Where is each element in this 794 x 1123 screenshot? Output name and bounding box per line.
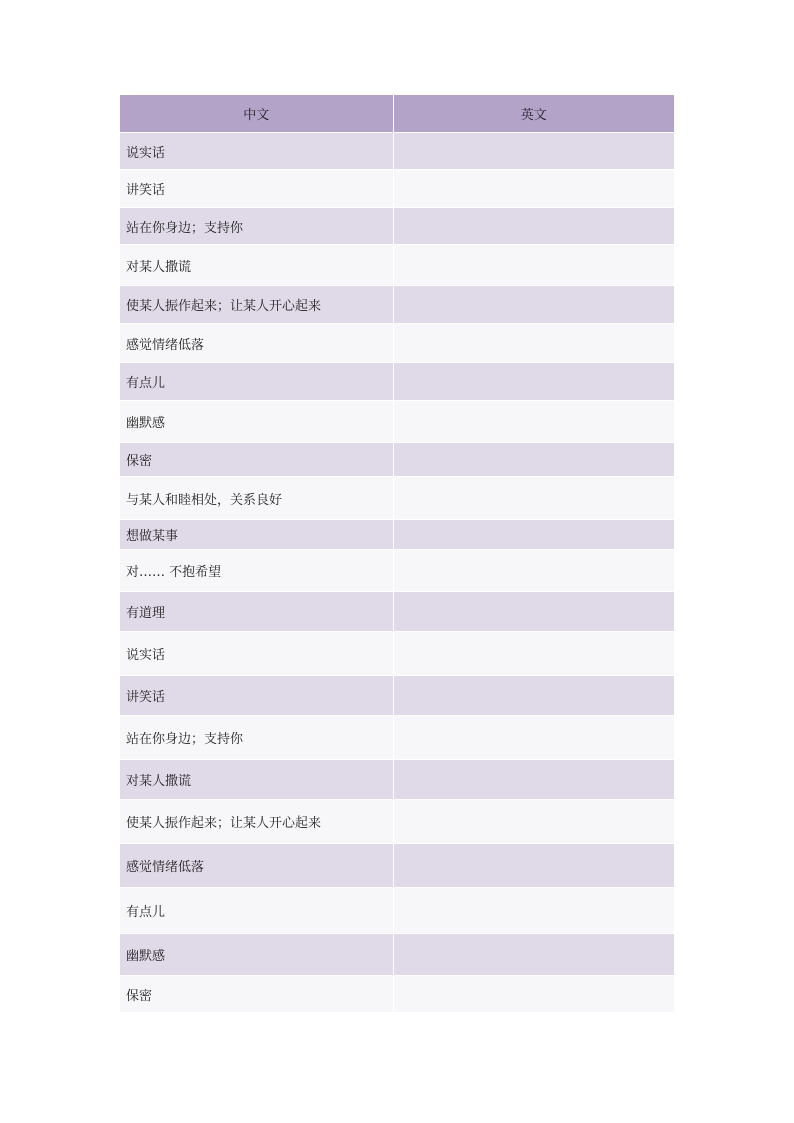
table-row xyxy=(120,286,674,324)
english-cell[interactable] xyxy=(393,401,674,443)
english-cell[interactable] xyxy=(393,934,674,976)
english-cell[interactable] xyxy=(393,245,674,286)
chinese-cell: 站在你身边；支持你 xyxy=(120,208,393,245)
chinese-cell: 讲笑话 xyxy=(120,676,393,716)
chinese-cell: 使某人振作起来；让某人开心起来 xyxy=(120,286,393,324)
english-cell[interactable] xyxy=(393,632,674,676)
table-row xyxy=(120,592,674,632)
chinese-cell: 使某人振作起来；让某人开心起来 xyxy=(120,800,393,844)
chinese-cell: 说实话 xyxy=(120,632,393,676)
english-cell[interactable] xyxy=(393,170,674,208)
english-cell[interactable] xyxy=(393,133,674,170)
header-english: 英文 xyxy=(393,95,674,133)
table-row xyxy=(120,401,674,443)
english-cell[interactable] xyxy=(393,286,674,324)
table-row xyxy=(120,976,674,1013)
chinese-cell: 感觉情绪低落 xyxy=(120,324,393,363)
chinese-cell: 保密 xyxy=(120,976,393,1013)
table-header-row xyxy=(120,95,674,133)
table-row xyxy=(120,245,674,286)
chinese-cell: 保密 xyxy=(120,443,393,477)
english-cell[interactable] xyxy=(393,550,674,592)
chinese-cell: 对某人撒谎 xyxy=(120,245,393,286)
chinese-cell: 对…… 不抱希望 xyxy=(120,550,393,592)
chinese-cell: 幽默感 xyxy=(120,934,393,976)
table-row xyxy=(120,800,674,844)
table-row xyxy=(120,716,674,760)
table-row xyxy=(120,760,674,800)
table-row xyxy=(120,208,674,245)
table-row xyxy=(120,170,674,208)
english-cell[interactable] xyxy=(393,844,674,888)
english-cell[interactable] xyxy=(393,676,674,716)
english-cell[interactable] xyxy=(393,888,674,934)
table-row xyxy=(120,324,674,363)
english-cell[interactable] xyxy=(393,443,674,477)
english-cell[interactable] xyxy=(393,324,674,363)
english-cell[interactable] xyxy=(393,760,674,800)
table-row xyxy=(120,443,674,477)
english-cell[interactable] xyxy=(393,976,674,1013)
table-row xyxy=(120,676,674,716)
table-row xyxy=(120,363,674,401)
table-row xyxy=(120,477,674,520)
chinese-cell: 与某人和睦相处，关系良好 xyxy=(120,477,393,520)
chinese-cell: 有点儿 xyxy=(120,363,393,401)
table-row xyxy=(120,550,674,592)
chinese-cell: 想做某事 xyxy=(120,520,393,550)
english-cell[interactable] xyxy=(393,716,674,760)
header-chinese: 中文 xyxy=(120,95,393,133)
chinese-cell: 有道理 xyxy=(120,592,393,632)
english-cell[interactable] xyxy=(393,800,674,844)
chinese-cell: 感觉情绪低落 xyxy=(120,844,393,888)
table-row xyxy=(120,888,674,934)
table-row xyxy=(120,632,674,676)
english-cell[interactable] xyxy=(393,208,674,245)
table-row xyxy=(120,844,674,888)
english-cell[interactable] xyxy=(393,477,674,520)
table-row xyxy=(120,934,674,976)
vocabulary-table xyxy=(120,95,674,1013)
chinese-cell: 说实话 xyxy=(120,133,393,170)
chinese-cell: 站在你身边；支持你 xyxy=(120,716,393,760)
table-row xyxy=(120,133,674,170)
english-cell[interactable] xyxy=(393,592,674,632)
vocabulary-table-container xyxy=(120,95,674,1013)
chinese-cell: 讲笑话 xyxy=(120,170,393,208)
table-row xyxy=(120,520,674,550)
chinese-cell: 有点儿 xyxy=(120,888,393,934)
english-cell[interactable] xyxy=(393,520,674,550)
chinese-cell: 幽默感 xyxy=(120,401,393,443)
english-cell[interactable] xyxy=(393,363,674,401)
chinese-cell: 对某人撒谎 xyxy=(120,760,393,800)
